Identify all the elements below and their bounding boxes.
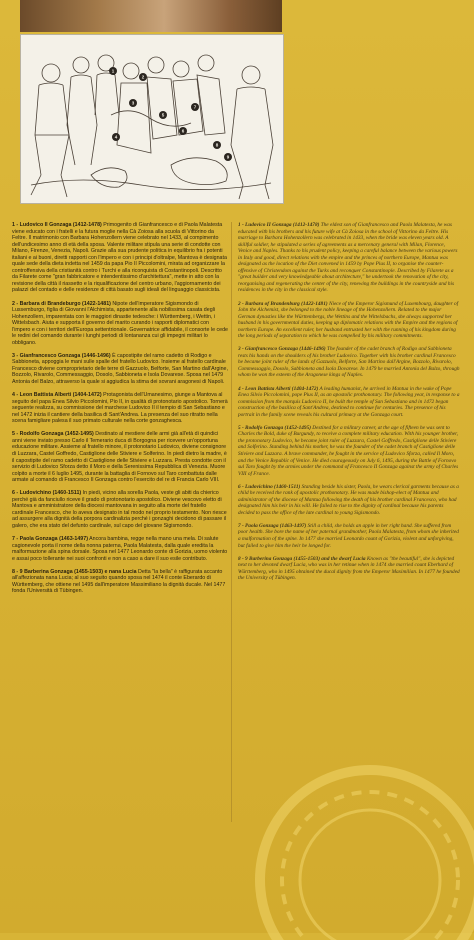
marker-label: 4 xyxy=(114,134,118,140)
entry-heading: 4 - Leon Battista Alberti (1404-1472) xyxy=(238,385,319,392)
italian-entry xyxy=(12,392,228,425)
entry-text: Detta "la bella" è raffigurata accanto all'affezionata nana Lucia; al suo seguito quando sposa nel 1474 il conte Eberardo di Württemberg, che ottiene nel 1495 dall'imperatore Massimiliano la dignità ducale. Nel 1477 fonda l'Università di Tübingen. xyxy=(12,568,226,595)
english-entry xyxy=(238,556,460,582)
figure-key-drawing xyxy=(20,34,284,204)
fresco-photo xyxy=(20,0,282,32)
figures-line-drawing xyxy=(21,35,283,203)
entry-text: Destined for a military career, at the age of fifteen he was sent to Charles the Bold, duke of Burgundy, to receive a complete military education. With his younger brother, the protonotary Ludovico, he became joint ruler of Luzzara, Castel Goffredo, Castiglione delle Stiviere and Solferino. Standing behind his mother, he was the founder of the cadet branch of Castiglione delle Stiviere and Luzzara. A brave commander, he fought in the service of Ludovico Sforza, called Il Moro, and the Venice Republic of Venice. He died courageously on July 6, 1495, during the Battle of Fornovo sul Taro fought by the armies under the command of Francesco II Gonzaga against the army of Charles VIII of France. xyxy=(238,424,459,477)
entry-text: Standing beside his sister, Paola, he wears clerical garments because as a child he received the rank of apostolic prothonotary. He was made bishop-elect of Mantua and administrator of the diocese of Mantua following the death of his brother cardinal Francesco, who had designated him his heir in his will. He failed to rise to the dignity of cardinal because his parents decided to pass the office of the late cardinal to young Sigismondo. xyxy=(238,483,459,516)
entry-text: Ancora bambina, regge nella mano una mela. Di salute cagionevole porta il nome della nonna paterna, Paola Malatesta, dalla quale eredita la malformazione alla spina dorsale. Sposa nel 1477 Leonardo conte di Gorizia, uomo violento e assai poco tollerante nei suoi confronti e non a caso a dare il suo esile contributo. xyxy=(12,535,228,562)
english-entry xyxy=(238,222,460,294)
english-entry xyxy=(238,523,460,549)
entry-text: Nipote dell'imperatore Sigismondo di Lussemburgo, figlia di Giovanni l'Alchimista, appartenente alla nobilissima casata degli Hohenzollern, imparentata con le maggiori dinastie tedesche: i Württemberg, i Wettin, i Wittelsbach. Aiuta e supporta il governo del marito curando i rapporti diplomatici con l'impero e con i territori dell'Europa settentrionale. Governatrice affidabile, il consorte le cede le redini del comando durante i lunghi periodi di lontananza cui gli impegni militari lo obbligano. xyxy=(12,300,228,346)
entry-text: È capostipite del ramo cadetto di Rodigo e Sabbioneta, appoggia le mani sulle spalle del fratello Ludovico. Insieme al fratello cardinale Francesco diviene comproprietario delle terre di Gazzuolo, Belforte, San Martino dall'Argine, Bozzolo, Rivarolo, Commessaggio, Dosolo, Sabbioneta e Isola Dovarese. Sposa nel 1479 Antonia del Balzo, attraverso la quale si aggiudica la stima dei sovrani aragonesi di Napoli. xyxy=(12,352,228,386)
entry-text: Still a child, she holds an apple in her right hand. She suffered from poor health. She bore the name of her paternal grandmother, Paola Malatesta, from whom she inherited a malformation of the spine. In 1477 she married Leonardo count of Gorizia, violent and unforgiving, but failed to give him the heir he longed for. xyxy=(238,522,459,549)
marker-label: 7 xyxy=(193,104,197,110)
entry-heading: 3 - Gianfrancesco Gonzaga (1446-1496) xyxy=(12,352,111,359)
entry-heading: 1 - Ludovico II Gonzaga (1412-1478) xyxy=(238,222,320,228)
entry-heading: 6 - Ludovichino (1460-1511) xyxy=(12,490,82,497)
italian-entry xyxy=(12,353,228,386)
entry-text: The eldest son of Gianfrancesco and Paola Malatesta, he was educated with his brothers and his future wife at Cà Zoiosa in the school of Vittorino da Feltre. His marriage to Barbara Hohenzollern was celebrated in 1433, when the bride was eleven years old. A skillful soldier, he stipulated a series of agreements as a mercenary general with Milan, Florence, Venice and Naples. Thanks to his prudent policy, keeping a careful balance between the various powers in Italy and good, direct relations with the empire and the princes of northern Europe, Mantua was designated as the location of the Diet convened in 1459 by Pope Pius II, to organise the counter-offensive of Christendom against the Turks and reconquer Constantinople. Described by Filarete as a "great builder and very knowledgeable about architecture," he undertook the renovation of the city, reorganising and regenerating the center of the city, renewing the buildings in the countryside and his residences in the city in the classical style. xyxy=(238,222,458,294)
number-markers xyxy=(109,67,232,161)
entry-text: A leading humanist, he arrived in Mantua in the wake of Pope Enea Silvio Piccolomini, pope Pius II, as an apostolic prothonotary. The following year, in response to a commission from the marquis Ludovico II, he built the temple of San Sebastiano and in 1472 began construction of the basilica of Sant'Andrea, destined to continue for centuries. The presence of his portrait in the family scene reveals his cultural primacy at the Gonzaga court. xyxy=(238,385,460,418)
entry-text: Destinato al mestiere delle armi già all'età di quindici anni viene inviato presso Carlo il Temerario duca di Borgogna per ricevere un'opportuna educazione militare. Assieme al fratello minore, il protonotario Ludovico, diviene consignore di Luzzara, Castel Goffredo, Castiglione delle Stiviere e Solferino. In piedi dietro la madre, è il capostipite del ramo cadetto di Castiglione delle Stiviere e Luzzara. Presta condotte con il servizio di Ludovico Sforza detto il Moro e della Serenissima Repubblica di Venezia. Muore colpito a morte il 6 luglio 1495, durante la battaglia di Fornovo sul Taro combattuta dalle armate al comando di Francesco II Gonzaga contro l'esercito del re di Francia Carlo VIII. xyxy=(12,431,227,484)
entry-heading: 5 - Rodolfo Gonzaga (1452-1495) xyxy=(238,424,311,431)
entry-text: The founder of the cadet branch of Rodigo and Sabbioneta rests his hands on the shoulders of his brother Ludovico. Together with his brother cardinal Francesco he became joint ruler of the lands of Gazzuolo, Belforte, San Martino dall'Argine, Bozzolo, Rivarolo, Commessaggio, Dosolo, Sabbioneta and Isola Dovarese. In 1479 he married Antonia del Balzo, through whom he won the esteem of the Aragonese kings of Naples. xyxy=(238,346,460,379)
marker-label: 1 xyxy=(111,68,115,74)
english-entry xyxy=(238,484,460,517)
english-column xyxy=(238,222,460,588)
english-entry xyxy=(238,346,460,379)
entry-heading: 7 - Paola Gonzaga (1463-1497) xyxy=(12,535,88,542)
entry-heading: 8 - 9 Barberina Gonzaga (1455-1503) e nana Lucia xyxy=(12,568,137,575)
marker-label: 9 xyxy=(226,154,230,160)
entry-text: Known as "the beautiful", she is depicted next to her devoted dwarf Lucia, who was in her retinue when in 1474 she married count Eberhard of Württemberg, who in 1495 obtained the ducal dignity from the Emperor Maximilian. In 1477 he founded the University of Tübingen. xyxy=(238,555,460,582)
entry-text: In piedi, vicino alla sorella Paola, veste gli abiti da chierico perché già da fanciullo riceve il grado di protonotario apostolico. Diviene vescovo eletto di Mantova e amministratore della diocesi mantovana in seguito alla morte del fratello cardinale Francesco, che lo aveva designato in tal modo nel proprio testamento. Non riesce ad assurgere alla dignità della porpora cardinalizia perché i gonzaghi decidono di passare il galero, che era stato del defunto cardinale, sul capo del giovane Sigismondo. xyxy=(12,490,227,529)
english-entry xyxy=(238,386,460,419)
entry-heading: 6 - Ludovichino (1460-1511) xyxy=(238,483,301,490)
italian-entry xyxy=(12,301,228,347)
entry-heading: 7 - Paola Gonzaga (1463-1497) xyxy=(238,522,307,529)
entry-heading: 8 - 9 Barberina Gonzaga (1455-1503) and the dwarf Lucia xyxy=(238,555,366,562)
entry-heading: 1 - Ludovico II Gonzaga (1412-1478) xyxy=(12,222,102,228)
italian-entry xyxy=(12,222,228,294)
english-entry xyxy=(238,425,460,477)
entry-heading: 4 - Leon Battista Alberti (1404-1472) xyxy=(12,392,102,399)
italian-column xyxy=(12,222,228,601)
column-divider xyxy=(231,222,232,822)
marker-label: 3 xyxy=(131,100,135,106)
entry-heading: 2 - Barbara of Brandenburg (1422-1481) xyxy=(238,300,328,307)
marker-label: 5 xyxy=(161,112,165,118)
italian-entry xyxy=(12,431,228,483)
entry-text: Primogenito di Gianfrancesco e di Paola Malatesta viene educato con i fratelli e la futura moglie nella Cà Zoiosa alla scuola di Vittorino da Feltre. Il matrimonio con Barbara Hohenzollern viene celebrato nel 1433, al compimento dell'undicesimo anno di età della sposa. Valente militare stipula una serie di condotte con Milano, Firenze, Venezia, Napoli. Grazie alla sua prudente politica in equilibrio fra i potenti italiani e ai buoni, diretti rapporti con l'impero e con i principi d'oltralpe, Mantova è designata quale sede della dieta indetta nel 1459 da papa Pio II Piccolomini, mirata ad organizzare la controffensiva della cristianità contro i Turchi e alla riconquista di Costantinopoli. Descritto da Filarete come "gran fabbricatore e intendentissimo d'architettura", mette in atto con la revisione della città il riassetto e la riqualificazione del centro urbano, l'aggiornamento dei palazzi del contado e delle residenze di città basato sugli ideali del linguaggio classicista. xyxy=(12,222,227,294)
english-entry xyxy=(238,301,460,340)
marker-label: 2 xyxy=(141,74,145,80)
marker-label: 6 xyxy=(181,128,185,134)
entry-text: Protagonista dell'Umanesimo, giunge a Mantova al seguito del papa Enea Silvio Piccolomini, Pio II, in qualità di protonotario apostolico. Tornerà seguente realizza, su commissione del marchese Ludovico II il tempio di San Sebastiano e nel 1472 inizia il cantiere della basilica di Sant'Andrea. La presenza del suo ritratto nella scena famigliare palesa il suo primato culturale nella corte gonzaghesca. xyxy=(12,392,228,425)
entry-heading: 2 - Barbara di Brandeburgo (1422-1481) xyxy=(12,300,111,307)
italian-entry xyxy=(12,536,228,562)
italian-entry xyxy=(12,490,228,529)
entry-heading: 5 - Rodolfo Gonzaga (1452-1495) xyxy=(12,431,94,438)
entry-text: Niece of the Emperor Sigismund of Luxembourg, daughter of John the Alchemist, she belonged to the noble lineage of the Hohenzollern. Related to the major German dynasties like the Württembergs, the Wettins and the Wittelsbachs, she always supported her husband in his governmental duties, keeping up diplomatic relations with the Empire and the regions of northern Europe. An excellent ruler, her husband entrusted her with the running of his kingdom during the long periods of separation to which he was compelled by his military commitments. xyxy=(238,300,459,340)
italian-entry xyxy=(12,569,228,595)
entry-heading: 3 - Gianfrancesco Gonzaga (1446-1496) xyxy=(238,346,326,353)
marker-label: 8 xyxy=(215,142,219,148)
